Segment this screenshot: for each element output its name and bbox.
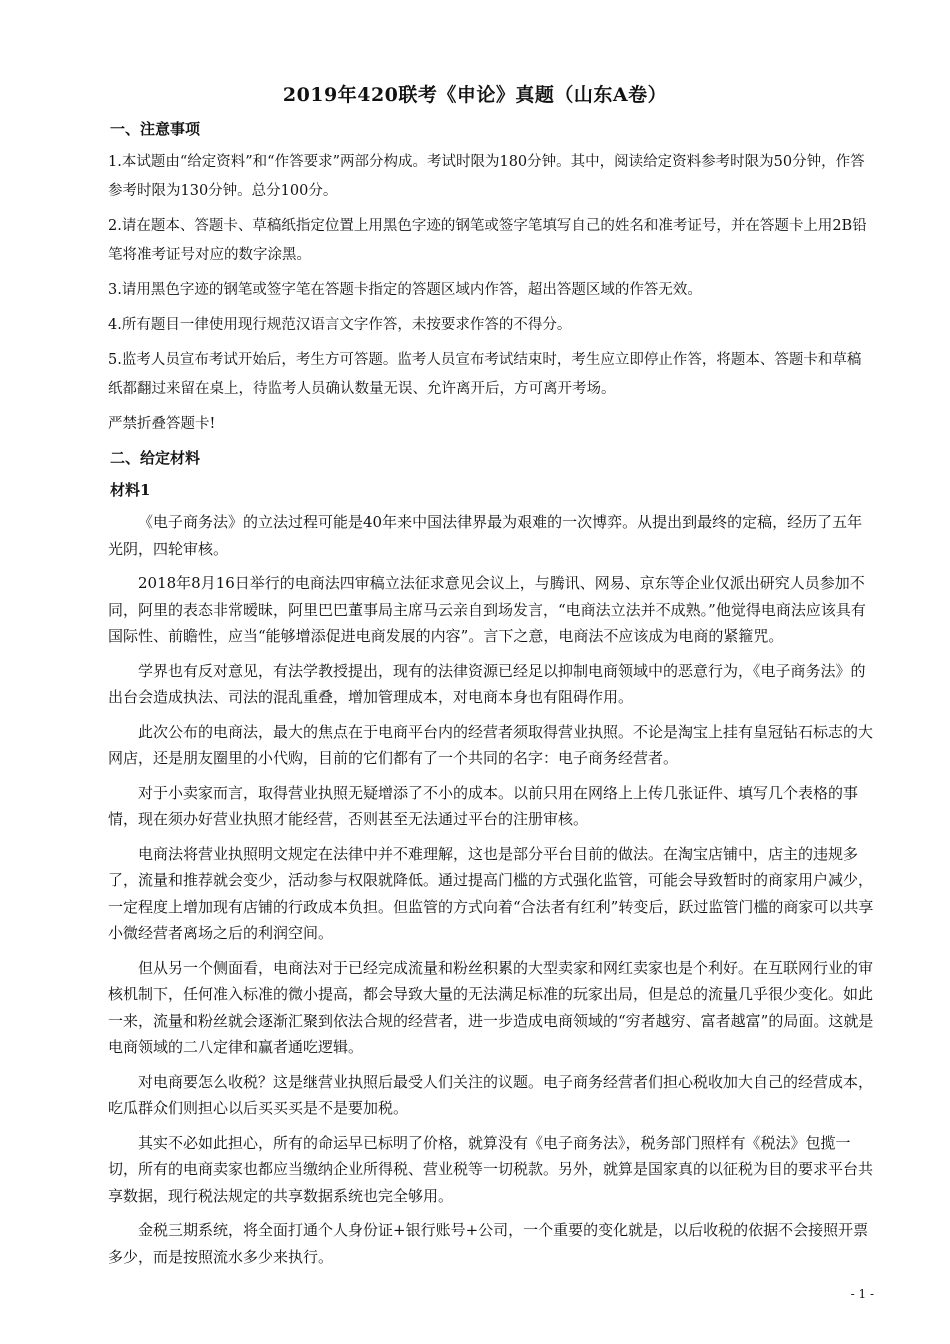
paragraph: 此次公布的电商法，最大的焦点在于电商平台内的经营者须取得营业执照。不论是淘宝上挂有皇冠钻石标志的大网店，还是朋友圈里的小代购，目前的它们都有了一个共同的名字：电子商务经营者。 (108, 722, 874, 767)
note-item: 5.监考人员宣布考试开始后，考生方可答题。监考人员宣布考试结束时，考生应立即停止作答，将题本、答题卡和草稿纸都翻过来留在桌上，待监考人员确认数量无误、允许离开后，方可离开考场。 (108, 352, 862, 397)
note-item: 1.本试题由“给定资料”和“作答要求”两部分构成。考试时限为180分钟。其中，阅读给定资料参考时限为50分钟，作答参考时限为130分钟。总分100分。 (108, 154, 865, 199)
document-body (108, 116, 874, 1270)
paragraph: 电商法将营业执照明文规定在法律中并不难理解，这也是部分平台目前的做法。在淘宝店铺中，店主的违规多了，流量和推荐就会变少，活动参与权限就降低。通过提高门槛的方式强化监管，可能会导致暂时的商家用户减少，一定程度上增加现有店铺的行政成本负担。但监管的方式向着“合法者有红利”转变后，跃过监管门槛的商家可以共享小微经营者离场之后的利润空间。 (108, 844, 874, 942)
note-warning: 严禁折叠答题卡! (108, 416, 216, 432)
note-item: 3.请用黑色字迹的钢笔或签字笔在答题卡指定的答题区域内作答，超出答题区域的作答无效。 (108, 282, 702, 298)
section-heading-notes: 一、注意事项 (110, 120, 201, 138)
notes-list (108, 148, 874, 439)
page-number: - 1 - (850, 1287, 874, 1301)
paragraph: 《电子商务法》的立法过程可能是40年来中国法律界最为艰难的一次博弈。从提出到最终的定稿，经历了五年光阴，四轮审核。 (108, 513, 863, 558)
material-label: 材料1 (110, 481, 151, 499)
paragraph: 对电商要怎么收税？这是继营业执照后最受人们关注的议题。电子商务经营者们担心税收加大自己的经营成本，吃瓜群众们则担心以后买买买是不是要加税。 (108, 1072, 874, 1117)
paragraph: 但从另一个侧面看，电商法对于已经完成流量和粉丝积累的大型卖家和网红卖家也是个利好。在互联网行业的审核机制下，任何准入标准的微小提高，都会导致大量的无法满足标准的玩家出局，但是总的流量几乎很少变化。如此一来，流量和粉丝就会逐渐汇聚到依法合规的经营者，进一步造成电商领域的“穷者越穷、富者越富”的局面。这就是电商领域的二八定律和赢者通吃逻辑。 (108, 958, 874, 1056)
paragraph: 金税三期系统，将全面打通个人身份证+银行账号+公司，一个重要的变化就是，以后收税的依据不会接照开票多少，而是按照流水多少来执行。 (108, 1221, 869, 1266)
section-heading-materials: 二、给定材料 (110, 449, 201, 467)
paragraph: 对于小卖家而言，取得营业执照无疑增添了不小的成本。以前只用在网络上上传几张证件、填写几个表格的事情，现在须办好营业执照才能经营，否则甚至无法通过平台的注册审核。 (108, 783, 859, 828)
note-item: 2.请在题本、答题卡、草稿纸指定位置上用黑色字迹的钢笔或签字笔填写自己的姓名和准考证号，并在答题卡上用2B铅笔将准考证号对应的数字涂黑。 (108, 218, 867, 263)
material-text (108, 509, 874, 1270)
paragraph: 学界也有反对意见，有法学教授提出，现有的法律资源已经足以抑制电商领域中的恶意行为，《电子商务法》的出台会造成执法、司法的混乱重叠，增加管理成本，对电商本身也有阻碍作用。 (108, 661, 866, 706)
page-title: 2019年420联考《申论》真题（山东A卷） (282, 84, 668, 106)
paragraph: 其实不必如此担心，所有的命运早已标明了价格，就算没有《电子商务法》，税务部门照样有《税法》包揽一切，所有的电商卖家也都应当缴纳企业所得税、营业税等一切税款。另外，就算是国家真的以征税为目的要求平台共享数据，现行税法规定的共享数据系统也完全够用。 (108, 1133, 874, 1205)
note-item: 4.所有题目一律使用现行规范汉语言文字作答，未按要求作答的不得分。 (108, 317, 572, 333)
paragraph: 2018年8月16日举行的电商法四审稿立法征求意见会议上，与腾讯、网易、京东等企业仅派出研究人员参加不同，阿里的表态非常暧昧，阿里巴巴董事局主席马云亲自到场发言，“电商法立法并不成熟。”他觉得电商法应该具有国际性、前瞻性，应当“能够增添促进电商发展的内容”。言下之意，电商法不应该成为电商的紧箍咒。 (108, 574, 866, 645)
